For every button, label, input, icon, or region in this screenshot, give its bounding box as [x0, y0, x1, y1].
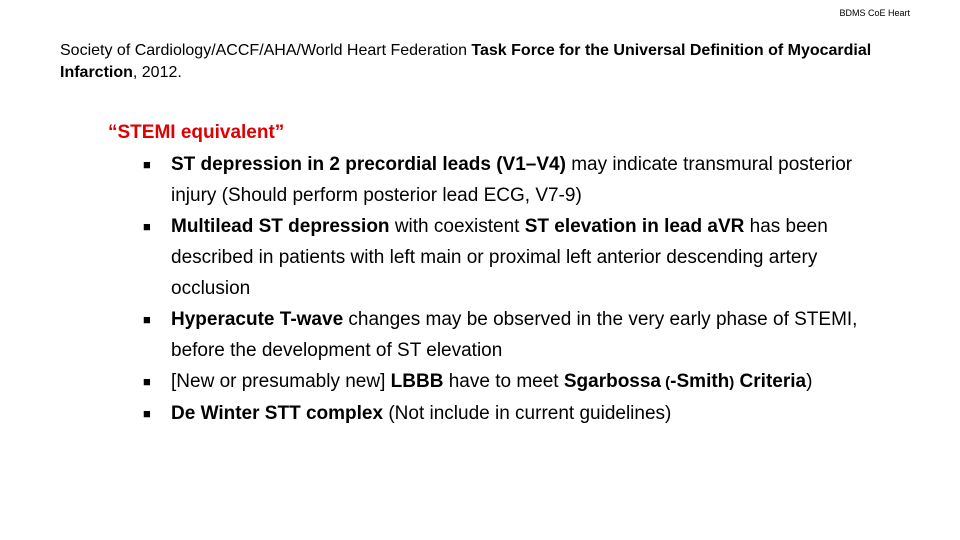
bullet-list [141, 149, 861, 429]
square-bullet-icon: ■ [143, 406, 151, 421]
citation-text: Society of Cardiology/ACCF/AHA/World Heart Federation [60, 42, 472, 59]
section-title: “STEMI equivalent” [108, 122, 285, 143]
citation [60, 40, 880, 84]
citation-year: , 2012. [132, 64, 182, 81]
citation-task-force: Task Force for the Universal Definition of Myocardial Infarction [60, 42, 872, 81]
square-bullet-icon: ■ [143, 157, 151, 172]
list-item: ■ Hyperacute T-wave changes may be observed in the very early phase of STEMI, before the development of ST elevation [141, 304, 861, 366]
square-bullet-icon: ■ [143, 374, 151, 389]
list-item: ■ ST depression in 2 precordial leads (V1–V4) may indicate transmural posterior injury (Should perform posterior lead ECG, V7-9) [141, 149, 861, 211]
list-item: ■ Multilead ST depression with coexistent ST elevation in lead aVR has been described in patients with left main or proximal left anterior descending artery occlusion [141, 211, 861, 304]
list-item: ■ [New or presumably new] LBBB have to meet Sgarbossa (-Smith) Criteria) [141, 366, 861, 398]
list-item: ■ De Winter STT complex (Not include in current guidelines) [141, 398, 861, 429]
square-bullet-icon: ■ [143, 312, 151, 327]
header-tag: BDMS CoE Heart [839, 8, 910, 18]
square-bullet-icon: ■ [143, 219, 151, 234]
